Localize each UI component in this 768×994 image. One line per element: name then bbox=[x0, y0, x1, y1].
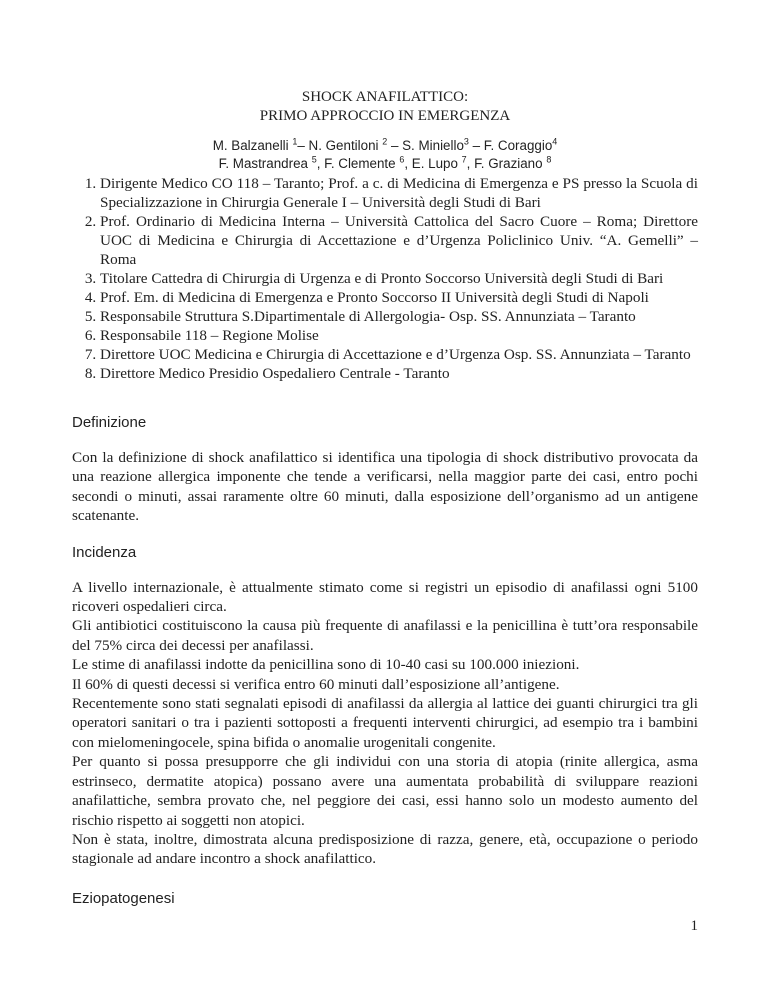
affiliation-item: 2. Prof. Ordinario di Medicina Interna – Università Cattolica del Sacro Cuore – Roma; Direttore UOC di Medicina e Chirurgia di Accettazione e d’Urgenza Policlinico Univ. “A. Gemelli” – Roma bbox=[100, 212, 698, 269]
affiliation-item: 1. Dirigente Medico CO 118 – Taranto; Prof. a c. di Medicina di Emergenza e PS presso la Scuola di Specializzazione in Chirurgia Generale I – Università degli Studi di Bari bbox=[100, 174, 698, 212]
authors-line-2 bbox=[72, 155, 698, 173]
paragraph: Recentemente sono stati segnalati episodi di anafilassi da allergia al lattice dei guanti chirurgici tra gli operatori sanitari o tra i pazienti sottoposti a frequenti interventi chirurgici, ad esempio tra i bambini con mielomeningocele, spina bifida o anomalie urogenitali congenite. bbox=[72, 695, 698, 751]
affiliation-item: 6. Responsabile 118 – Regione Molise bbox=[100, 326, 698, 345]
title-line-1: SHOCK ANAFILATTICO: bbox=[301, 89, 469, 105]
affiliations-list bbox=[72, 174, 698, 383]
author-sup: 5 bbox=[311, 154, 317, 165]
author-sup: 1 bbox=[292, 136, 298, 147]
paragraph: Non è stata, inoltre, dimostrata alcuna predisposizione di razza, genere, età, occupazione o periodo stagionale ad andare incontro a shock anafilattico. bbox=[72, 830, 698, 868]
author-sup: 8 bbox=[546, 154, 552, 165]
author: , F. Graziano bbox=[466, 156, 547, 171]
section-heading-definizione: Definizione bbox=[72, 414, 147, 431]
author-sup: 2 bbox=[382, 136, 388, 147]
author: – F. Coraggio bbox=[468, 138, 553, 153]
author: – N. Gentiloni bbox=[297, 138, 383, 153]
paragraph: A livello internazionale, è attualmente stimato come si registri un episodio di anafilassi ogni 5100 ricoveri ospedalieri circa. bbox=[72, 578, 698, 616]
document-title bbox=[72, 88, 698, 126]
paragraph: Il 60% di questi decessi si verifica entro 60 minuti dall’esposizione all’antigene. bbox=[72, 675, 560, 693]
author: M. Balzanelli bbox=[212, 138, 293, 153]
affiliation-item: 8. Direttore Medico Presidio Ospedaliero Centrale - Taranto bbox=[100, 364, 698, 383]
paragraph: Gli antibiotici costituiscono la causa più frequente di anafilassi e la penicillina è tutt’ora responsabile del 75% circa dei decessi per anafilassi. bbox=[72, 617, 698, 654]
affiliation-item: 3. Titolare Cattedra di Chirurgia di Urgenza e di Pronto Soccorso Università degli Studi di Bari bbox=[100, 269, 698, 288]
section-body-definizione bbox=[72, 448, 698, 526]
page-number: 1 bbox=[690, 918, 698, 934]
paragraph: Per quanto si possa presupporre che gli individui con una storia di atopia (rinite allergica, asma estrinseco, dermatite atopica) possano avere una aumentata probabilità di sviluppare reazioni anafilattiche, sembra provato che, nel peggiore dei casi, essi hanno solo un modesto aumento del rischio rispetto ai soggetti non atopici. bbox=[72, 753, 698, 829]
authors bbox=[72, 137, 698, 173]
section-body-incidenza bbox=[72, 578, 698, 869]
affiliation-item: 4. Prof. Em. di Medicina di Emergenza e Pronto Soccorso II Università degli Studi di Napoli bbox=[100, 288, 698, 307]
author-sup: 4 bbox=[552, 136, 558, 147]
author-sup: 3 bbox=[463, 136, 469, 147]
author-sup: 6 bbox=[399, 154, 405, 165]
paragraph: Le stime di anafilassi indotte da penicillina sono di 10-40 casi su 100.000 iniezioni. bbox=[72, 656, 580, 674]
affiliation-item: 7. Direttore UOC Medicina e Chirurgia di Accettazione e d’Urgenza Osp. SS. Annunziata – Taranto bbox=[100, 345, 698, 364]
author-sup: 7 bbox=[461, 154, 467, 165]
author: – S. Miniello bbox=[387, 138, 464, 153]
paragraph: Con la definizione di shock anafilattico si identifica una tipologia di shock distributivo provocata da una reazione allergica imponente che tende a verificarsi, nella maggior parte dei casi, entro pochi secondi o minuti, assai raramente oltre 60 minuti, dalla esposizione dell’organismo ad un antigene scatenante. bbox=[72, 449, 698, 525]
author: F. Mastrandrea bbox=[218, 156, 312, 171]
title-line-2: PRIMO APPROCCIO IN EMERGENZA bbox=[259, 108, 511, 124]
section-heading-incidenza: Incidenza bbox=[72, 543, 137, 561]
affiliation-item: 5. Responsabile Struttura S.Dipartimentale di Allergologia- Osp. SS. Annunziata – Taranto bbox=[100, 307, 698, 326]
authors-line-1 bbox=[72, 137, 698, 155]
section-heading-eziopatogenesi: Eziopatogenesi bbox=[72, 889, 175, 907]
author: , E. Lupo bbox=[404, 156, 462, 171]
author: , F. Clemente bbox=[316, 156, 400, 171]
